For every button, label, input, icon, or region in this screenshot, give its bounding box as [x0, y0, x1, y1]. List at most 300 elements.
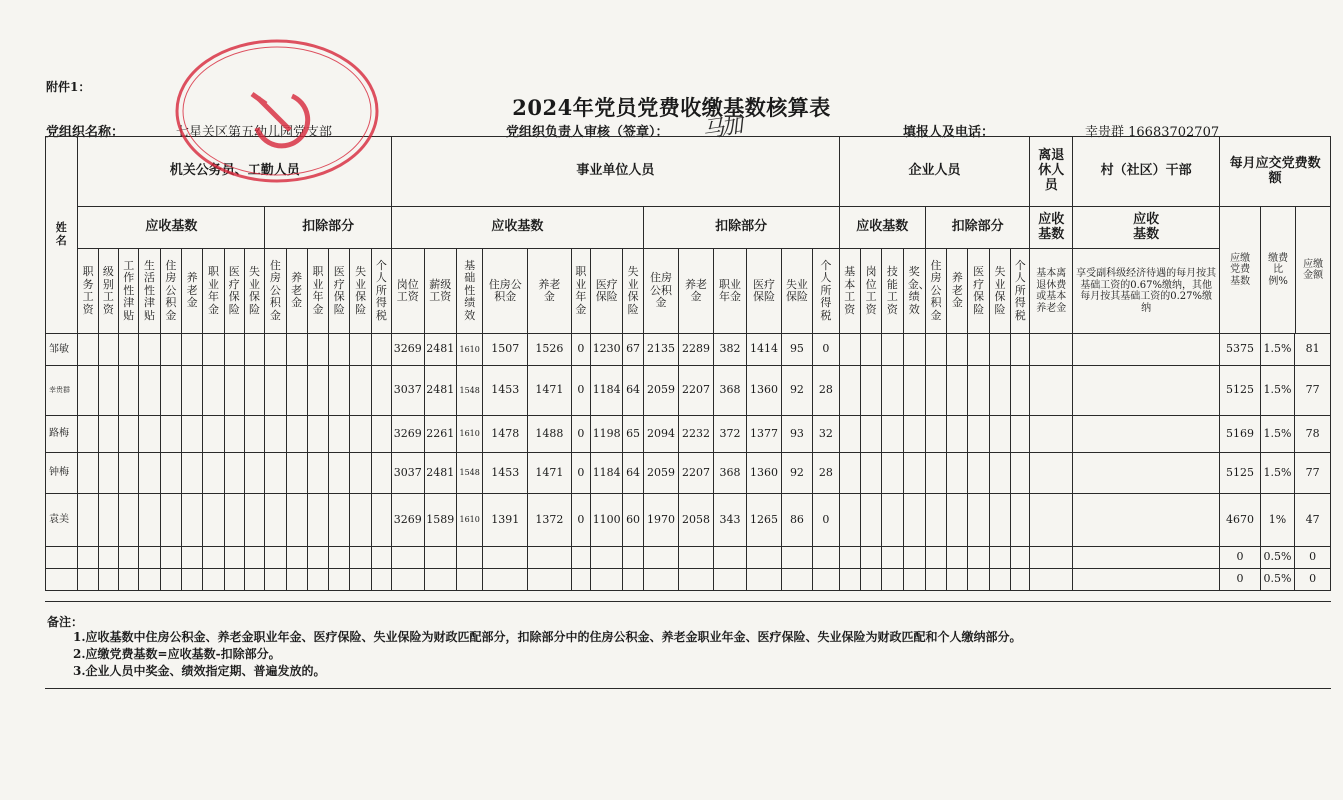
- empty-cell: [1030, 494, 1073, 547]
- empty-cell: [203, 416, 224, 453]
- col-header: 岗位工资: [860, 249, 881, 334]
- deduction-value-cell: 2207: [679, 366, 714, 416]
- col-header: 奖金、绩效: [903, 249, 925, 334]
- member-name: 邹敏: [46, 334, 78, 366]
- monthly-amount-col: 应缴金额: [1303, 258, 1324, 281]
- monthly-fee-header: 每月应交党费数额: [1220, 137, 1331, 207]
- empty-cell: [307, 366, 328, 416]
- public-value-cell: 0: [571, 416, 590, 453]
- public-value-cell: 1610: [457, 334, 483, 366]
- empty-cell: [925, 494, 946, 547]
- empty-cell: [286, 416, 307, 453]
- org-name-label: 党组织名称：: [46, 125, 125, 140]
- empty-cell: [1011, 547, 1030, 569]
- col-header: 职业年金: [713, 249, 746, 334]
- deduction-value-cell: 1414: [747, 334, 782, 366]
- village-cadre-header: 村（社区）干部: [1073, 137, 1220, 207]
- empty-cell: [181, 366, 202, 416]
- deduction-value-cell: 2289: [679, 334, 714, 366]
- attachment-label: 附件1：: [46, 80, 91, 94]
- empty-cell: [371, 366, 391, 416]
- col-header: 住房公积金: [483, 249, 528, 334]
- public-value-cell: 1184: [590, 366, 622, 416]
- fee-amount-cell: 77: [1295, 453, 1331, 494]
- col-header: 职业年金: [307, 249, 328, 334]
- public-value-cell: 1391: [483, 494, 528, 547]
- empty-cell: [947, 453, 968, 494]
- empty-cell: [947, 547, 968, 569]
- empty-cell: [329, 494, 350, 547]
- col-header: 养老金: [286, 249, 307, 334]
- empty-cell: [839, 416, 860, 453]
- deduction-value-cell: [781, 569, 812, 591]
- deduction-value-cell: [747, 547, 782, 569]
- col-header: 生活性津贴: [139, 249, 160, 334]
- public-value-cell: [623, 569, 643, 591]
- empty-cell: [1030, 453, 1073, 494]
- col-header: 医疗保险: [329, 249, 350, 334]
- fee-amount-cell: 0: [1295, 547, 1331, 569]
- empty-cell: [350, 453, 371, 494]
- public-value-cell: 3037: [392, 453, 424, 494]
- empty-cell: [98, 569, 118, 591]
- empty-cell: [203, 334, 224, 366]
- empty-cell: [839, 494, 860, 547]
- empty-cell: [839, 334, 860, 366]
- public-value-cell: [590, 547, 622, 569]
- empty-cell: [181, 453, 202, 494]
- empty-cell: [78, 334, 98, 366]
- empty-cell: [1073, 569, 1220, 591]
- empty-cell: [181, 494, 202, 547]
- deduction-value-cell: 92: [781, 366, 812, 416]
- empty-cell: [903, 547, 925, 569]
- public-value-cell: 0: [571, 334, 590, 366]
- table-row: [46, 494, 1331, 547]
- empty-cell: [882, 366, 903, 416]
- fee-amount-cell: 81: [1295, 334, 1331, 366]
- deduction-value-cell: 28: [813, 453, 839, 494]
- col-header: 级别工资: [98, 249, 118, 334]
- village-receivable-header: 应收基数: [1073, 207, 1220, 249]
- empty-cell: [839, 453, 860, 494]
- empty-cell: [119, 494, 139, 547]
- empty-cell: [78, 416, 98, 453]
- table-row: [46, 366, 1331, 416]
- deduction-value-cell: 28: [813, 366, 839, 416]
- deduction-value-cell: 2135: [643, 334, 679, 366]
- empty-cell: [244, 547, 264, 569]
- empty-cell: [1073, 416, 1220, 453]
- empty-cell: [903, 494, 925, 547]
- public-value-cell: 1198: [590, 416, 622, 453]
- empty-cell: [903, 569, 925, 591]
- empty-cell: [968, 569, 989, 591]
- column-header-row: [46, 249, 1331, 334]
- public-value-cell: 2481: [424, 366, 456, 416]
- empty-cell: [203, 547, 224, 569]
- deduction-value-cell: [813, 547, 839, 569]
- public-value-cell: 0: [571, 494, 590, 547]
- deduction-value-cell: 0: [813, 494, 839, 547]
- member-name: [46, 547, 78, 569]
- empty-cell: [286, 569, 307, 591]
- public-value-cell: [528, 569, 572, 591]
- empty-cell: [265, 416, 286, 453]
- empty-cell: [160, 547, 181, 569]
- public-value-cell: 2261: [424, 416, 456, 453]
- public-value-cell: 1507: [483, 334, 528, 366]
- empty-cell: [307, 334, 328, 366]
- empty-cell: [903, 416, 925, 453]
- fee-rate-cell: 1.5%: [1260, 453, 1295, 494]
- member-name: 袁美: [46, 494, 78, 547]
- member-name: 幸贵群: [46, 366, 78, 416]
- public-value-cell: 64: [623, 366, 643, 416]
- col-header: 基础性绩效: [457, 249, 483, 334]
- empty-cell: [98, 416, 118, 453]
- empty-cell: [371, 334, 391, 366]
- empty-cell: [78, 547, 98, 569]
- empty-cell: [1073, 334, 1220, 366]
- col-header: 住房公积金: [160, 249, 181, 334]
- col-header: 失业保险: [989, 249, 1010, 334]
- public-value-cell: 3269: [392, 494, 424, 547]
- data-rows: [46, 334, 1331, 591]
- col-header: 失业保险: [350, 249, 371, 334]
- deduction-value-cell: 0: [813, 334, 839, 366]
- public-value-cell: 67: [623, 334, 643, 366]
- empty-cell: [203, 569, 224, 591]
- deduction-value-cell: 2207: [679, 453, 714, 494]
- col-header: 个人所得税: [813, 249, 839, 334]
- empty-cell: [139, 366, 160, 416]
- empty-cell: [882, 334, 903, 366]
- empty-cell: [903, 453, 925, 494]
- table-row: [46, 547, 1331, 569]
- empty-cell: [947, 416, 968, 453]
- public-value-cell: 1471: [528, 453, 572, 494]
- deduction-value-cell: 93: [781, 416, 812, 453]
- col-header: 住房公积金: [925, 249, 946, 334]
- deduction-value-cell: 1970: [643, 494, 679, 547]
- empty-cell: [224, 547, 244, 569]
- signature: 马加: [700, 113, 742, 144]
- empty-cell: [224, 416, 244, 453]
- deduction-value-cell: 92: [781, 453, 812, 494]
- empty-cell: [1030, 569, 1073, 591]
- empty-cell: [860, 547, 881, 569]
- col-header: 住房公积金: [265, 249, 286, 334]
- member-name: [46, 569, 78, 591]
- deduction-value-cell: 1360: [747, 453, 782, 494]
- empty-cell: [860, 366, 881, 416]
- fee-rate-cell: 1%: [1260, 494, 1295, 547]
- deduction-value-cell: 2094: [643, 416, 679, 453]
- empty-cell: [882, 494, 903, 547]
- deduction-value-cell: [813, 569, 839, 591]
- fee-amount-cell: 78: [1295, 416, 1331, 453]
- empty-cell: [839, 547, 860, 569]
- empty-cell: [989, 453, 1010, 494]
- empty-cell: [224, 334, 244, 366]
- empty-cell: [181, 569, 202, 591]
- empty-cell: [989, 494, 1010, 547]
- empty-cell: [244, 366, 264, 416]
- empty-cell: [307, 416, 328, 453]
- empty-cell: [989, 569, 1010, 591]
- deduction-value-cell: [713, 569, 746, 591]
- empty-cell: [119, 453, 139, 494]
- public-value-cell: [424, 569, 456, 591]
- col-header: 医疗保险: [747, 249, 782, 334]
- public-receivable-header: 应收基数: [392, 207, 644, 249]
- empty-cell: [1030, 547, 1073, 569]
- deduction-value-cell: [747, 569, 782, 591]
- empty-cell: [139, 453, 160, 494]
- col-header: 技能工资: [882, 249, 903, 334]
- empty-cell: [371, 416, 391, 453]
- fee-rate-cell: 1.5%: [1260, 334, 1295, 366]
- empty-cell: [286, 453, 307, 494]
- public-value-cell: [590, 569, 622, 591]
- civil-deduction-header: 扣除部分: [265, 207, 392, 249]
- empty-cell: [160, 453, 181, 494]
- empty-cell: [350, 366, 371, 416]
- deduction-value-cell: 2059: [643, 366, 679, 416]
- empty-cell: [925, 547, 946, 569]
- empty-cell: [947, 366, 968, 416]
- empty-cell: [882, 569, 903, 591]
- empty-cell: [1030, 416, 1073, 453]
- public-value-cell: [528, 547, 572, 569]
- col-header: 失业保险: [244, 249, 264, 334]
- notes-section: [45, 601, 1331, 689]
- table-row: [46, 334, 1331, 366]
- fee-rate-cell: 1.5%: [1260, 416, 1295, 453]
- empty-cell: [78, 569, 98, 591]
- empty-cell: [286, 547, 307, 569]
- empty-cell: [968, 334, 989, 366]
- empty-cell: [203, 453, 224, 494]
- col-header: 工作性津贴: [119, 249, 139, 334]
- empty-cell: [244, 416, 264, 453]
- empty-cell: [860, 494, 881, 547]
- note-2: 2.应缴党费基数=应收基数-扣除部分。: [73, 647, 281, 661]
- empty-cell: [329, 453, 350, 494]
- fee-base-cell: 5169: [1220, 416, 1261, 453]
- public-value-cell: 1478: [483, 416, 528, 453]
- col-header: 职务工资: [78, 249, 98, 334]
- review-label: 党组织负责人审核（签章）：: [506, 125, 669, 140]
- empty-cell: [160, 416, 181, 453]
- col-header: 住房公积金: [643, 249, 679, 334]
- empty-cell: [307, 453, 328, 494]
- public-value-cell: 1230: [590, 334, 622, 366]
- empty-cell: [860, 334, 881, 366]
- empty-cell: [860, 569, 881, 591]
- fee-base-cell: 4670: [1220, 494, 1261, 547]
- empty-cell: [989, 547, 1010, 569]
- public-value-cell: [483, 569, 528, 591]
- empty-cell: [329, 334, 350, 366]
- deduction-value-cell: 368: [713, 366, 746, 416]
- retired-header: 离退休人员: [1030, 137, 1073, 207]
- table-row: [46, 416, 1331, 453]
- empty-cell: [160, 334, 181, 366]
- empty-cell: [78, 366, 98, 416]
- empty-cell: [925, 416, 946, 453]
- empty-cell: [968, 453, 989, 494]
- empty-cell: [350, 569, 371, 591]
- filler-label: 填报人及电话：: [903, 125, 995, 140]
- public-value-cell: 1100: [590, 494, 622, 547]
- empty-cell: [265, 366, 286, 416]
- member-name: 钟梅: [46, 453, 78, 494]
- note-1: 1.应收基数中住房公积金、养老金职业年金、医疗保险、失业保险为财政匹配部分，扣除部分中的住房公积金、养老金职业年金、医疗保险、失业保险为财政匹配和个人缴纳部分。: [73, 630, 1022, 644]
- empty-cell: [265, 453, 286, 494]
- filler-value: 幸贵群 16683702707: [1085, 125, 1220, 140]
- village-rule: 享受副科级经济待遇的每月按其基础工资的0.67%缴纳，其他每月按其基础工资的0.27%缴纳: [1073, 249, 1220, 334]
- fee-rate-cell: 0.5%: [1260, 547, 1295, 569]
- public-value-cell: 1610: [457, 416, 483, 453]
- public-value-cell: [457, 569, 483, 591]
- public-value-cell: 2481: [424, 453, 456, 494]
- empty-cell: [119, 416, 139, 453]
- fee-amount-cell: 77: [1295, 366, 1331, 416]
- empty-cell: [947, 494, 968, 547]
- public-value-cell: [424, 547, 456, 569]
- public-deduction-header: 扣除部分: [643, 207, 839, 249]
- col-header: 养老金: [947, 249, 968, 334]
- empty-cell: [139, 494, 160, 547]
- public-value-cell: 60: [623, 494, 643, 547]
- col-header: 养老金: [679, 249, 714, 334]
- public-value-cell: 1184: [590, 453, 622, 494]
- deduction-value-cell: 368: [713, 453, 746, 494]
- empty-cell: [350, 416, 371, 453]
- empty-cell: [244, 334, 264, 366]
- public-value-cell: [483, 547, 528, 569]
- empty-cell: [1011, 366, 1030, 416]
- empty-cell: [265, 569, 286, 591]
- empty-cell: [265, 334, 286, 366]
- public-value-cell: [571, 569, 590, 591]
- empty-cell: [860, 416, 881, 453]
- public-value-cell: 1488: [528, 416, 572, 453]
- empty-cell: [882, 547, 903, 569]
- empty-cell: [989, 416, 1010, 453]
- empty-cell: [350, 494, 371, 547]
- empty-cell: [947, 334, 968, 366]
- empty-cell: [78, 453, 98, 494]
- col-header: 个人所得税: [1011, 249, 1030, 334]
- deduction-value-cell: 95: [781, 334, 812, 366]
- empty-cell: [244, 569, 264, 591]
- col-header: 基本工资: [839, 249, 860, 334]
- deduction-value-cell: 32: [813, 416, 839, 453]
- empty-cell: [119, 569, 139, 591]
- empty-cell: [1073, 453, 1220, 494]
- empty-cell: [968, 494, 989, 547]
- empty-cell: [307, 547, 328, 569]
- empty-cell: [1011, 453, 1030, 494]
- public-value-cell: [392, 569, 424, 591]
- deduction-value-cell: 2059: [643, 453, 679, 494]
- fee-rate-cell: 1.5%: [1260, 366, 1295, 416]
- monthly-rate-col: 缴费比例%: [1261, 207, 1296, 333]
- empty-cell: [98, 334, 118, 366]
- empty-cell: [1073, 547, 1220, 569]
- public-value-cell: 1610: [457, 494, 483, 547]
- empty-cell: [119, 334, 139, 366]
- empty-cell: [1011, 494, 1030, 547]
- deduction-value-cell: [679, 569, 714, 591]
- empty-cell: [181, 416, 202, 453]
- monthly-subheader: [1220, 207, 1331, 334]
- retired-receivable-header: 应收基数: [1030, 207, 1073, 249]
- fee-base-cell: 0: [1220, 569, 1261, 591]
- enterprise-receivable-header: 应收基数: [839, 207, 925, 249]
- public-value-cell: [571, 547, 590, 569]
- empty-cell: [307, 569, 328, 591]
- empty-cell: [329, 416, 350, 453]
- empty-cell: [925, 569, 946, 591]
- deduction-value-cell: 2232: [679, 416, 714, 453]
- public-value-cell: [392, 547, 424, 569]
- empty-cell: [224, 569, 244, 591]
- public-value-cell: 3269: [392, 416, 424, 453]
- empty-cell: [968, 547, 989, 569]
- empty-cell: [371, 453, 391, 494]
- col-header: 养老金: [528, 249, 572, 334]
- public-value-cell: 1453: [483, 366, 528, 416]
- empty-cell: [119, 366, 139, 416]
- public-value-cell: 1526: [528, 334, 572, 366]
- deduction-value-cell: 1265: [747, 494, 782, 547]
- public-institution-header: 事业单位人员: [392, 137, 840, 207]
- public-value-cell: 1548: [457, 366, 483, 416]
- empty-cell: [181, 334, 202, 366]
- col-header: 岗位工资: [392, 249, 424, 334]
- deduction-value-cell: 1377: [747, 416, 782, 453]
- name-header: 姓名: [46, 137, 78, 334]
- empty-cell: [882, 453, 903, 494]
- empty-cell: [160, 494, 181, 547]
- public-value-cell: 0: [571, 366, 590, 416]
- empty-cell: [224, 453, 244, 494]
- empty-cell: [968, 366, 989, 416]
- empty-cell: [1030, 334, 1073, 366]
- notes-label: 备注：: [47, 615, 84, 629]
- empty-cell: [903, 366, 925, 416]
- col-header: 个人所得税: [371, 249, 391, 334]
- empty-cell: [1011, 334, 1030, 366]
- empty-cell: [350, 547, 371, 569]
- deduction-value-cell: [713, 547, 746, 569]
- empty-cell: [224, 366, 244, 416]
- empty-cell: [244, 494, 264, 547]
- fee-rate-cell: 0.5%: [1260, 569, 1295, 591]
- civil-receivable-header: 应收基数: [78, 207, 265, 249]
- col-header: 失业保险: [781, 249, 812, 334]
- empty-cell: [1011, 416, 1030, 453]
- empty-cell: [903, 334, 925, 366]
- col-header: 医疗保险: [590, 249, 622, 334]
- empty-cell: [139, 547, 160, 569]
- empty-cell: [224, 494, 244, 547]
- deduction-value-cell: 2058: [679, 494, 714, 547]
